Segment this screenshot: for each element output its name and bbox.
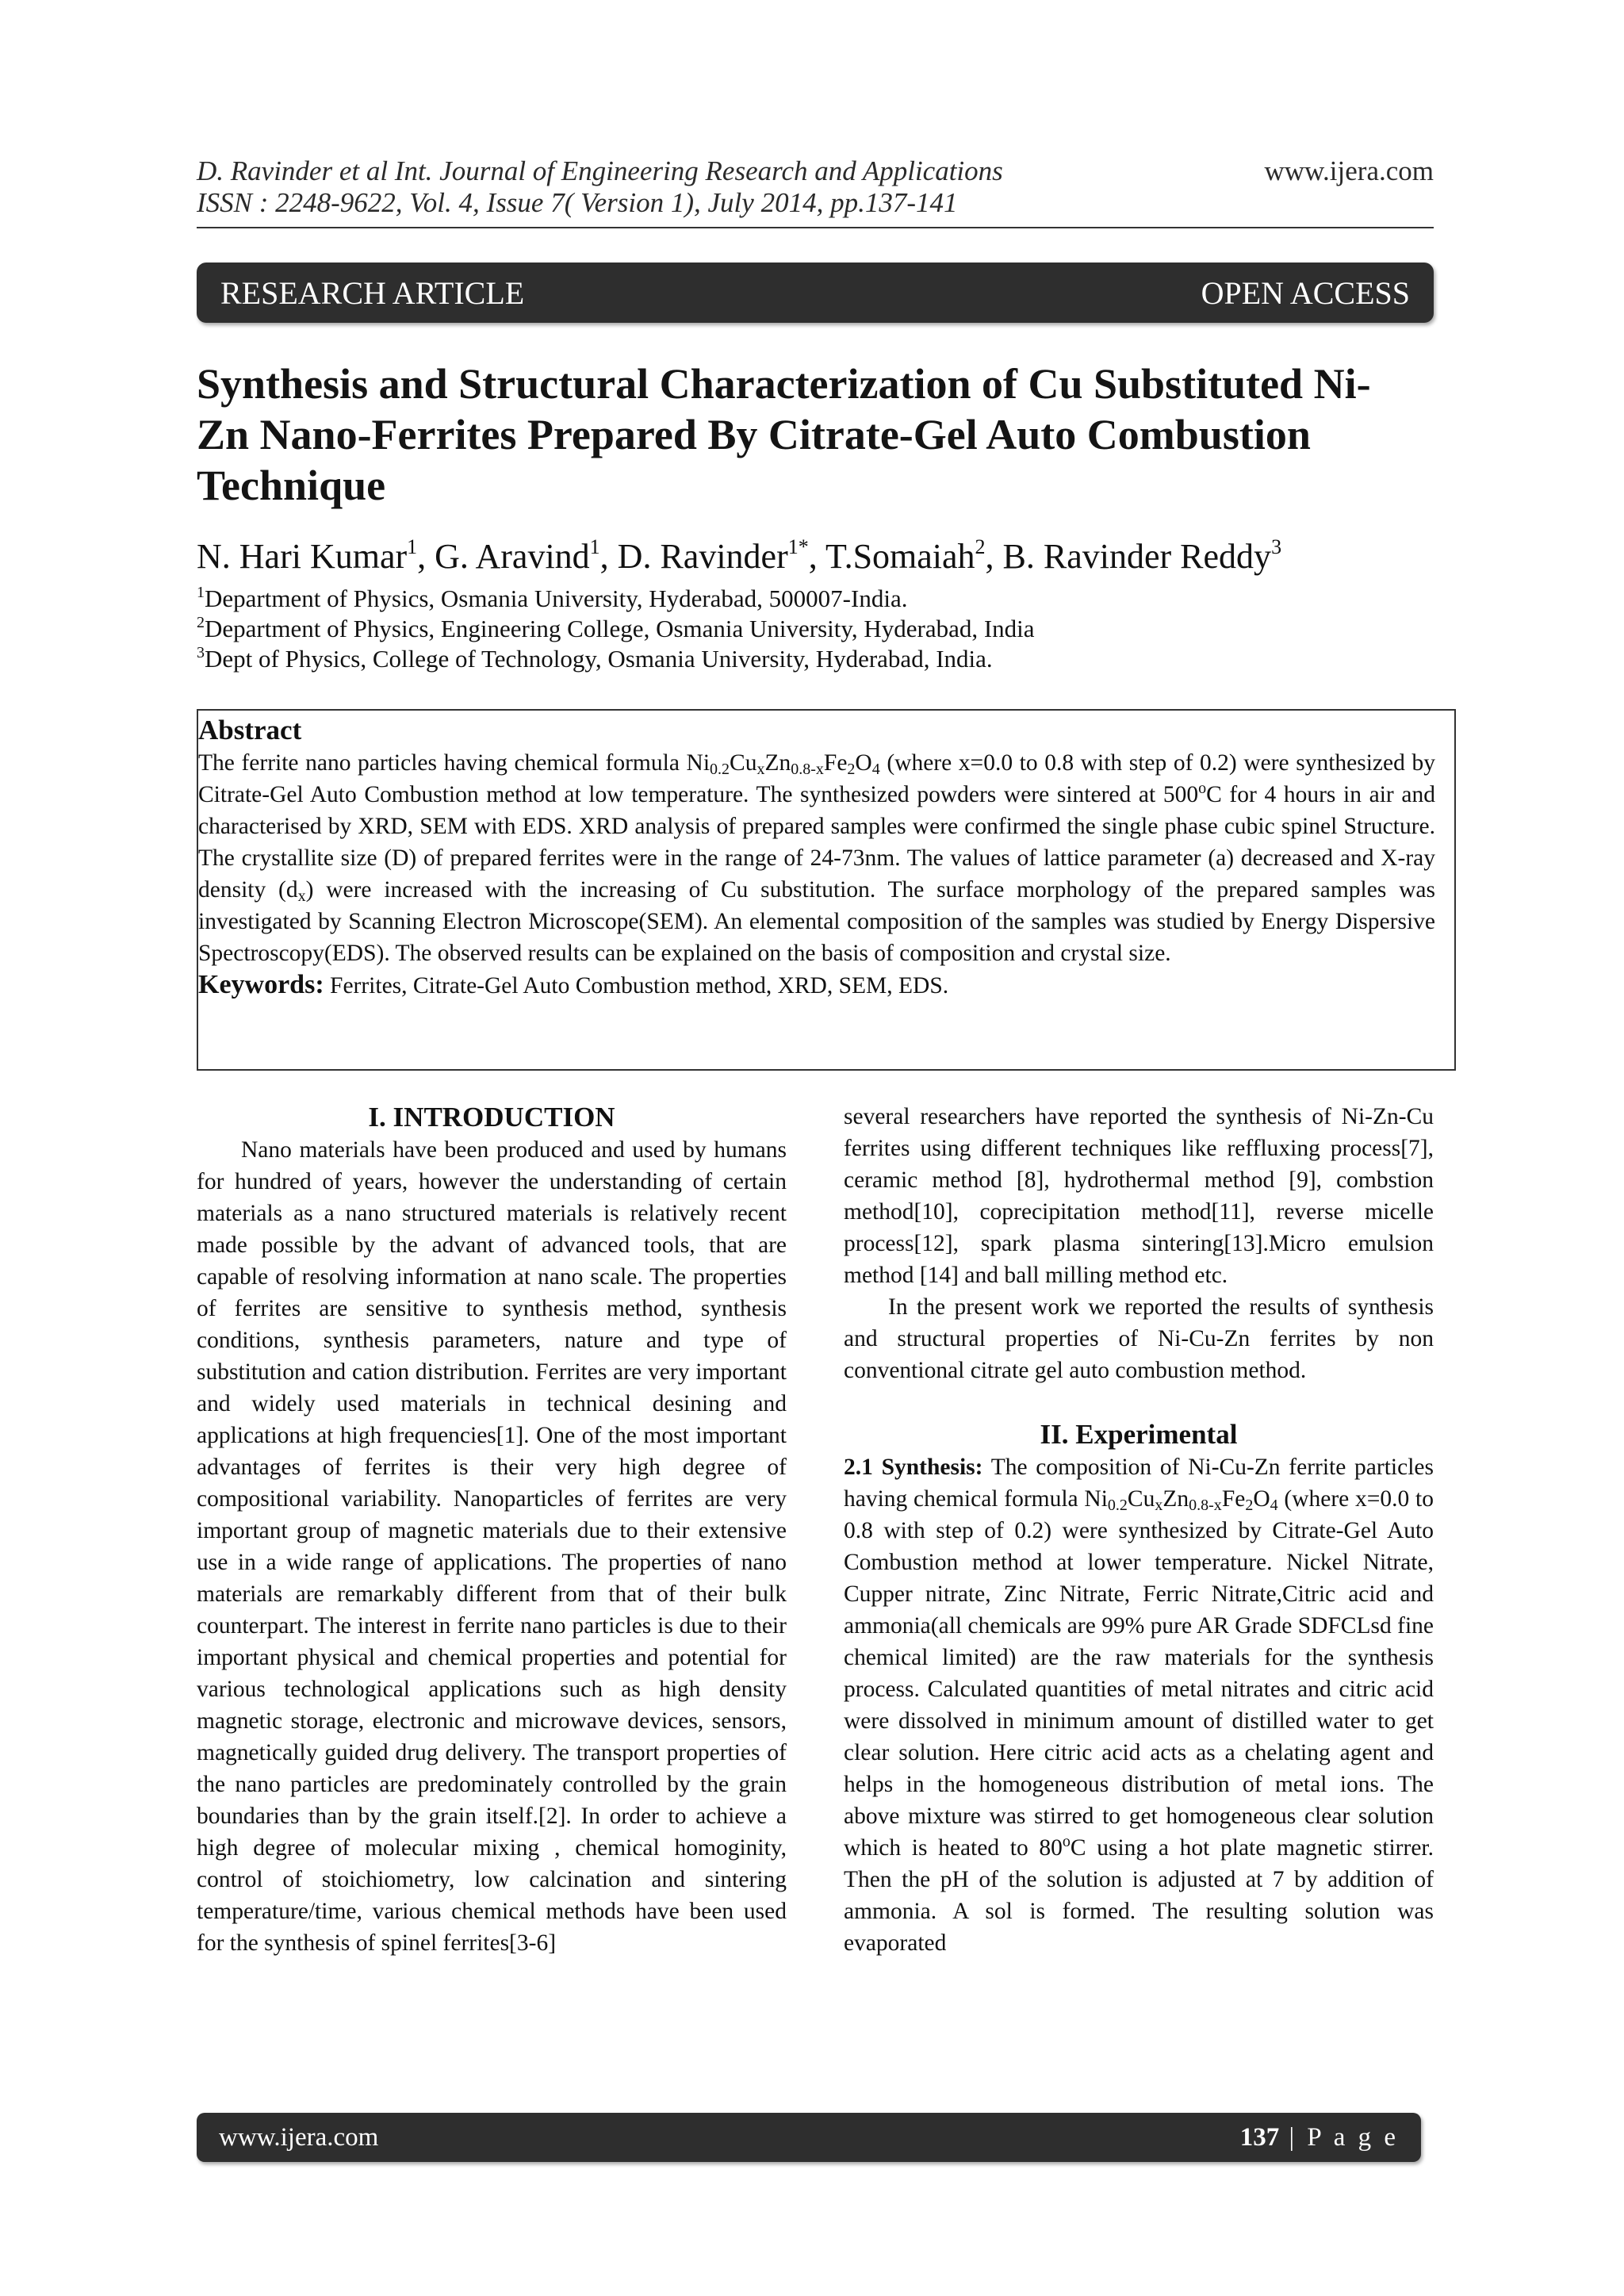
running-header <box>197 155 1434 219</box>
formula-subscript: 4 <box>871 761 880 778</box>
affiliation <box>197 614 1450 644</box>
degree-mark: o <box>1198 780 1207 797</box>
abstract-text: C for 4 hours in air and characterised by XRD, SEM with EDS. XRD analysis of prepared samples were confirmed the single phase cubic spinel Structure. The crystallite size (D) of prepared ferrites were in the range of 24-73nm. The values of lattice parameter (a) decreased and X-ray density (d <box>198 782 1435 903</box>
formula-subscript: 2 <box>1245 1497 1254 1514</box>
author-separator: , <box>985 537 1003 576</box>
title-line: Technique <box>197 462 386 509</box>
formula-subscript: 2 <box>847 761 856 778</box>
page-footer <box>197 2113 1421 2162</box>
synthesis-paragraph <box>844 1451 1434 1959</box>
synthesis-subheading: 2.1 Synthesis: <box>844 1455 983 1480</box>
abstract-body <box>198 747 1435 969</box>
author-name: T.Somaiah <box>825 537 975 576</box>
section-spacer <box>844 1386 1434 1418</box>
experimental-heading: II. Experimental <box>1040 1419 1238 1450</box>
formula-element: Cu <box>1127 1486 1155 1512</box>
introduction-heading: I. INTRODUCTION <box>368 1102 615 1133</box>
affiliation <box>197 644 1450 674</box>
affiliation <box>197 584 1450 614</box>
author-separator: , <box>599 537 618 576</box>
affiliation-text: Dept of Physics, College of Technology, Osmania University, Hyderabad, India. <box>205 645 993 673</box>
density-subscript: x <box>297 887 306 905</box>
article-type-banner <box>197 263 1434 323</box>
affiliation-mark: 1 <box>197 584 205 601</box>
formula-element: Ni <box>1084 1486 1108 1512</box>
formula-subscript: 0.8-x <box>791 761 824 778</box>
affiliation-mark: 2 <box>197 614 205 631</box>
page-label: | P a g e <box>1279 2122 1399 2152</box>
author-separator: , <box>417 537 435 576</box>
author-name: G. Aravind <box>435 537 590 576</box>
author-separator: , <box>808 537 825 576</box>
paper-title <box>197 358 1450 511</box>
keywords-text: Ferrites, Citrate-Gel Auto Combustion method, XRD, SEM, EDS. <box>324 973 949 999</box>
keywords-line <box>198 969 1454 1002</box>
title-line: Synthesis and Structural Characterization of Cu Substituted Ni- <box>197 360 1371 408</box>
chemical-formula <box>687 750 880 776</box>
affiliation-text: Department of Physics, Osmania University, Hyderabad, 500007-India. <box>205 585 908 612</box>
keywords-label: Keywords: <box>198 970 324 999</box>
title-line: Zn Nano-Ferrites Prepared By Citrate-Gel Auto Combustion <box>197 411 1311 458</box>
left-column <box>197 1101 787 1959</box>
degree-mark: o <box>1062 1833 1071 1850</box>
author-name: D. Ravinder <box>617 537 788 576</box>
abstract-text: (where x=0.0 to 0.8 with step of 0.2) were synthesized by Citrate-Gel Auto Combustion method at low temperature. The synthesized powders were sintered at 500 <box>198 750 1435 807</box>
chemical-formula <box>1084 1486 1277 1512</box>
synthesis-text: The composition of Ni-Cu-Zn ferrite particles having chemical formula <box>844 1455 1434 1512</box>
affiliation-list <box>197 584 1450 674</box>
author-affil-mark: 1 <box>589 535 600 558</box>
author-name: N. Hari Kumar <box>197 537 408 576</box>
introduction-paragraph: Nano materials have been produced and used by humans for hundred of years, however the understanding of certain materials as a nano structured materials is relatively recent made possible by the advant of advanced tools, that are capable of resolving information at nano scale. The properties of ferrites are sensitive to synthesis method, synthesis conditions, synthesis parameters, nature and type of substitution and cation distribution. Ferrites are very important and widely used materials in technical desining and applications at high frequencies[1]. One of the most important advantages of ferrites is their very high degree of compositional variability. Nanoparticles of ferrites are very important group of magnetic materials due to their extensive use in a wide range of applications. The properties of nano materials are remarkably different from that of their bulk counterpart. The interest in ferrite nano particles is due to their important physical and chemical properties and potential for various technological applications such as high density magnetic storage, electronic and microwave devices, sensors, magnetically guided drug delivery. The transport properties of the nano particles are predominately controlled by the grain boundaries than by the grain itself.[2]. In order to achieve a high degree of molecular mixing , chemical homoginity, control of stoichiometry, low calcination and sintering temperature/time, various chemical methods have been used for the synthesis of spinel ferrites[3-6] <box>197 1137 787 1956</box>
introduction-continuation: several researchers have reported the synthesis of Ni-Zn-Cu ferrites using different techniques like reffluxing process[7], ceramic method [8], hydrothermal method [9], combstion method[10], coprecipitation method[11], reverse micelle process[12], spark plasma sintering[13].Micro emulsion method [14] and ball milling method etc. <box>844 1104 1434 1288</box>
formula-subscript: x <box>1155 1497 1163 1514</box>
author-affil-mark: 2 <box>975 535 986 558</box>
journal-citation: D. Ravinder et al Int. Journal of Engineering Research and Applications <box>197 155 1003 186</box>
synthesis-text: C using a hot plate magnetic stirrer. Then the pH of the solution is adjusted at 7 by addition of ammonia. A sol is formed. The resulting solution was evaporated <box>844 1835 1434 1956</box>
abstract-box <box>197 709 1456 1071</box>
footer-url[interactable]: www.ijera.com <box>219 2122 379 2152</box>
abstract-text: ) were increased with the increasing of Cu substitution. The surface morphology of the prepared samples was investigated by Scanning Electron Microscope(SEM). An elemental composition of the samples was studied by Energy Dispersive Spectroscopy(EDS). The observed results can be explained on the basis of composition and crystal size. <box>198 877 1436 966</box>
formula-subscript: 0.2 <box>710 761 730 778</box>
formula-element: Zn <box>764 750 791 776</box>
formula-subscript: 0.8-x <box>1189 1497 1222 1514</box>
abstract-heading: Abstract <box>198 715 302 746</box>
author-name: B. Ravinder Reddy <box>1002 537 1272 576</box>
author-list <box>197 536 1465 577</box>
formula-element: Zn <box>1162 1486 1189 1512</box>
issn-line: ISSN : 2248-9622, Vol. 4, Issue 7( Version 1), July 2014, pp.137-141 <box>197 187 958 218</box>
page-number-block <box>1240 2123 1399 2152</box>
header-divider <box>197 227 1434 228</box>
formula-subscript: 0.2 <box>1107 1497 1128 1514</box>
formula-element: O <box>1253 1486 1270 1512</box>
formula-element: Cu <box>730 750 757 776</box>
synthesis-text: (where x=0.0 to 0.8 with step of 0.2) were synthesized by Citrate-Gel Auto Combustion method at lower temperature. Nickel Nitrate, Cupper nitrate, Zinc Nitrate, Ferric Nitrate,Citric acid and ammonia(all chemicals are 99% pure AR Grade SDFCLsd fine chemical limited) are the raw materials for the synthesis process. Calculated quantities of metal nitrates and citric acid were dissolved in minimum amount of distilled water to get clear solution. Here citric acid acts as a chelating agent and helps in the homogeneous distribution of metal ions. The above mixture was stirred to get homogeneous clear solution which is heated to 80 <box>844 1486 1434 1861</box>
formula-element: Fe <box>823 750 848 776</box>
affiliation-mark: 3 <box>197 644 205 661</box>
formula-element: O <box>855 750 872 776</box>
formula-element: Ni <box>686 750 710 776</box>
journal-url[interactable]: www.ijera.com <box>1264 155 1434 186</box>
affiliation-text: Department of Physics, Engineering College, Osmania University, Hyderabad, India <box>205 615 1035 642</box>
formula-subscript: 4 <box>1270 1497 1278 1514</box>
right-column <box>844 1101 1434 1959</box>
research-article-label: RESEARCH ARTICLE <box>220 274 525 311</box>
page-number: 137 <box>1239 2122 1280 2152</box>
abstract-text: The ferrite nano particles having chemical formula <box>198 750 687 776</box>
formula-subscript: x <box>756 761 765 778</box>
open-access-label: OPEN ACCESS <box>1201 274 1410 311</box>
author-affil-mark: 3 <box>1271 535 1282 558</box>
author-affil-mark: 1* <box>787 535 809 558</box>
author-affil-mark: 1 <box>407 535 418 558</box>
formula-element: Fe <box>1221 1486 1246 1512</box>
present-work-paragraph: In the present work we reported the results of synthesis and structural properties of Ni-Cu-Zn ferrites by non conventional citrate gel auto combustion method. <box>844 1294 1434 1383</box>
